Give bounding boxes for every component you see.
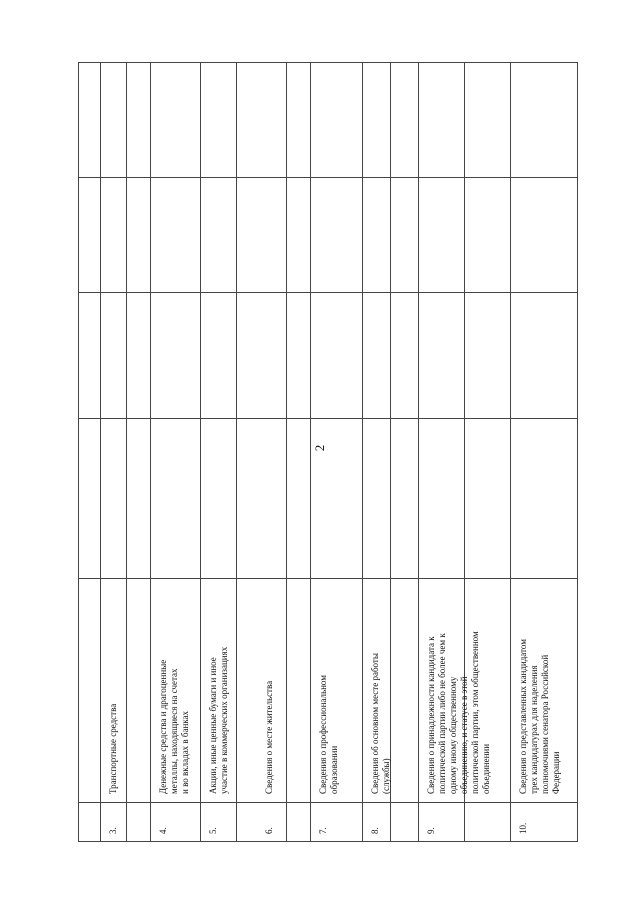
column-separator: [78, 177, 578, 178]
row-label: Сведения об основном месте работы (службы): [370, 653, 391, 794]
row-separator: [418, 62, 419, 842]
column-separator: [78, 292, 578, 293]
row-number: 4.: [158, 827, 168, 834]
row-label: Сведения о месте жительства: [264, 680, 274, 794]
table-border-left: [78, 62, 79, 842]
row-separator: [310, 62, 311, 842]
column-separator: [78, 578, 578, 579]
table-border-bottom: [78, 841, 578, 842]
table-border-top: [78, 62, 578, 63]
row-separator: [362, 62, 363, 842]
row-label: Транспортные средства: [108, 703, 118, 794]
row-separator: [200, 62, 201, 842]
row-label: Акции, иные ценные бумаги и иное участие в коммерческих организациях: [208, 646, 229, 794]
row-number: 7.: [318, 827, 328, 834]
column-separator: [78, 802, 578, 803]
document-table: [78, 62, 578, 842]
row-number: 8.: [370, 827, 380, 834]
row-separator: [236, 62, 237, 842]
column-separator: [78, 418, 578, 419]
table-border-right: [577, 62, 578, 842]
row-separator: [100, 62, 101, 842]
row-label: Сведения о профессиональном образовании: [318, 675, 339, 794]
row-separator: [150, 62, 151, 842]
row-label: Сведения о принадлежности кандидата к политической партии либо не более чем к одному иному общественному объединению, и статусе в этой политической партии, этом общественном объединении: [426, 631, 491, 794]
page-number: 2: [312, 444, 327, 452]
row-number: 6.: [264, 827, 274, 834]
row-separator: [510, 62, 511, 842]
row-number: 9.: [426, 827, 436, 834]
row-label: Денежные средства и драгоценные металлы, находящиеся на счетах и во вкладах в банках: [158, 659, 190, 794]
row-separator: [126, 62, 127, 842]
row-number: 3.: [108, 827, 118, 834]
row-number: 5.: [208, 827, 218, 834]
row-number: 10.: [518, 822, 528, 834]
row-label: Сведения о представленных кандидатом трех кандидатурах для наделения полномочиями сенатора Российской Федерации: [518, 639, 561, 794]
row-separator: [286, 62, 287, 842]
